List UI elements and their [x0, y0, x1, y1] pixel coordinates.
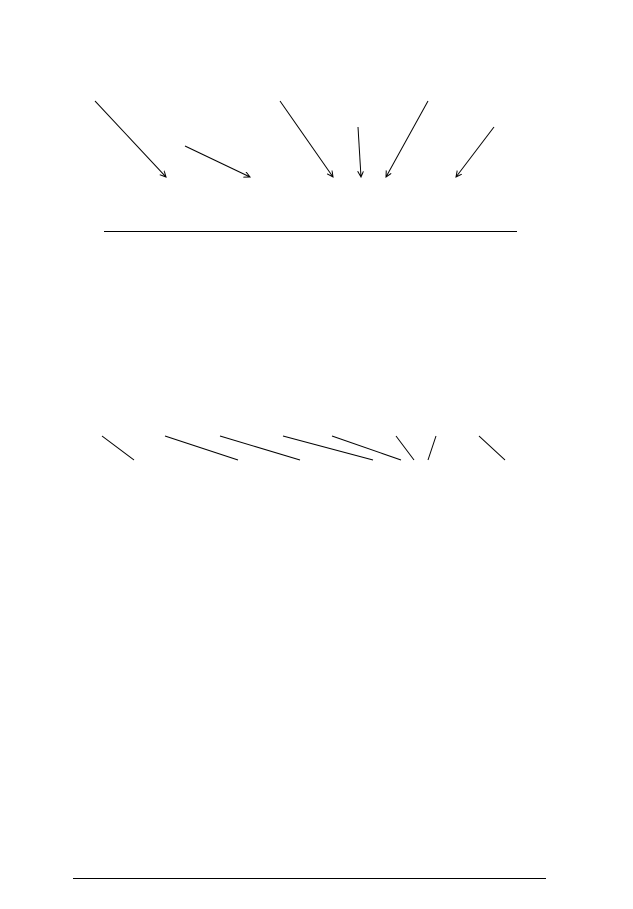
leader-lines-bottom-icon — [0, 420, 633, 464]
age-chart-bars — [0, 462, 633, 878]
bottom-x-axis — [73, 878, 546, 905]
top-x-axis — [104, 231, 517, 258]
